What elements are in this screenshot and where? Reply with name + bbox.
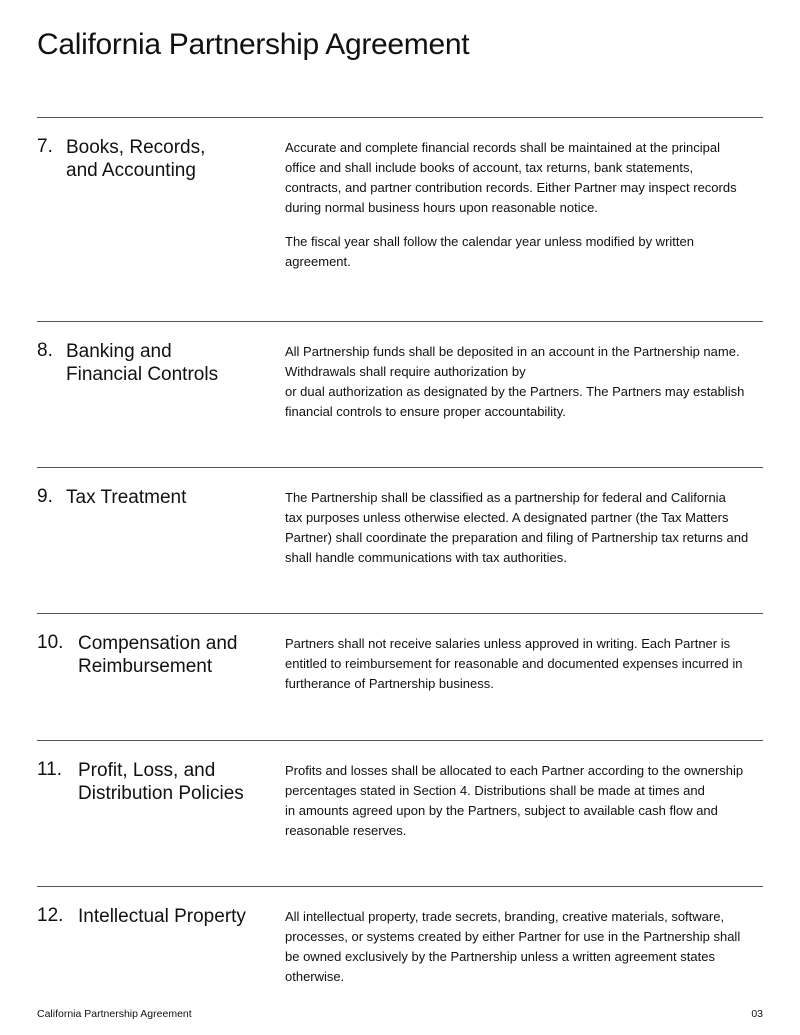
section-body bbox=[285, 342, 765, 436]
paragraph bbox=[285, 342, 765, 422]
text-line: Withdrawals shall require authorization by bbox=[285, 364, 526, 379]
text-line: percentages stated in Section 4. Distributions shall be made at times and bbox=[285, 783, 705, 798]
text-line: Partner) shall coordinate the preparation and filing of Partnership tax returns and bbox=[285, 530, 749, 545]
text-line: Partners shall not receive salaries unless approved in writing. Each Partner is bbox=[285, 636, 731, 651]
section-heading bbox=[66, 340, 266, 386]
section-body bbox=[285, 761, 765, 855]
heading-line: Profit, Loss, and bbox=[78, 760, 216, 781]
text-line: or dual authorization as designated by the Partners. The Partners may establish bbox=[285, 384, 745, 399]
text-line: All intellectual property, trade secrets, branding, creative materials, software, bbox=[285, 909, 725, 924]
text-line: Accurate and complete financial records shall be maintained at the principal bbox=[285, 140, 721, 155]
text-line: reasonable reserves. bbox=[285, 823, 407, 838]
paragraph bbox=[285, 232, 765, 272]
section-heading bbox=[66, 486, 266, 509]
page-title: California Partnership Agreement bbox=[37, 28, 470, 61]
section-11 bbox=[37, 740, 763, 838]
page-number: 03 bbox=[751, 1008, 763, 1020]
text-line: shall handle communications with tax authorities. bbox=[285, 550, 567, 565]
paragraph bbox=[285, 761, 765, 841]
footer-title: California Partnership Agreement bbox=[37, 1008, 192, 1020]
heading-line: Distribution Policies bbox=[78, 783, 244, 804]
section-number: 8. bbox=[37, 340, 53, 361]
section-12 bbox=[37, 886, 763, 984]
heading-line: and Accounting bbox=[66, 160, 196, 181]
text-line: The fiscal year shall follow the calendar year unless modified by written bbox=[285, 234, 694, 249]
section-heading bbox=[78, 632, 278, 678]
section-heading bbox=[78, 905, 278, 928]
section-10 bbox=[37, 613, 763, 691]
text-line: The Partnership shall be classified as a partnership for federal and California bbox=[285, 490, 726, 505]
text-line: tax purposes unless otherwise elected. A designated partner (the Tax Matters bbox=[285, 510, 729, 525]
text-line: furtherance of Partnership business. bbox=[285, 676, 494, 691]
heading-line: Financial Controls bbox=[66, 364, 219, 385]
text-line: contracts, and partner contribution records. Either Partner may inspect records bbox=[285, 180, 737, 195]
heading-line: Tax Treatment bbox=[66, 487, 187, 508]
section-number: 7. bbox=[37, 136, 53, 157]
section-body bbox=[285, 907, 765, 1001]
text-line: during normal business hours upon reasonable notice. bbox=[285, 200, 598, 215]
section-number: 12. bbox=[37, 905, 64, 926]
heading-line: Compensation and bbox=[78, 633, 238, 654]
section-heading bbox=[78, 759, 278, 805]
text-line: office and shall include books of account, tax returns, bank statements, bbox=[285, 160, 694, 175]
paragraph bbox=[285, 907, 765, 987]
heading-line: Books, Records, bbox=[66, 137, 206, 158]
section-body bbox=[285, 138, 765, 286]
text-line: agreement. bbox=[285, 254, 351, 269]
section-number: 10. bbox=[37, 632, 64, 653]
text-line: processes, or systems created by either Partner for use in the Partnership shall bbox=[285, 929, 741, 944]
section-7 bbox=[37, 117, 763, 269]
text-line: All Partnership funds shall be deposited in an account in the Partnership name. bbox=[285, 344, 740, 359]
section-9 bbox=[37, 467, 763, 565]
paragraph bbox=[285, 138, 765, 218]
text-line: in amounts agreed upon by the Partners, subject to available cash flow and bbox=[285, 803, 718, 818]
heading-line: Intellectual Property bbox=[78, 906, 246, 927]
paragraph bbox=[285, 634, 765, 694]
text-line: be owned exclusively by the Partnership unless a written agreement states bbox=[285, 949, 715, 964]
section-heading bbox=[66, 136, 266, 182]
section-number: 9. bbox=[37, 486, 53, 507]
text-line: entitled to reimbursement for reasonable and documented expenses incurred in bbox=[285, 656, 743, 671]
section-number: 11. bbox=[37, 759, 63, 780]
paragraph bbox=[285, 488, 765, 568]
text-line: financial controls to ensure proper accountability. bbox=[285, 404, 566, 419]
section-body bbox=[285, 634, 765, 708]
section-body bbox=[285, 488, 765, 582]
heading-line: Reimbursement bbox=[78, 656, 213, 677]
heading-line: Banking and bbox=[66, 341, 172, 362]
text-line: Profits and losses shall be allocated to each Partner according to the ownership bbox=[285, 763, 744, 778]
section-8 bbox=[37, 321, 763, 419]
text-line: otherwise. bbox=[285, 969, 345, 984]
